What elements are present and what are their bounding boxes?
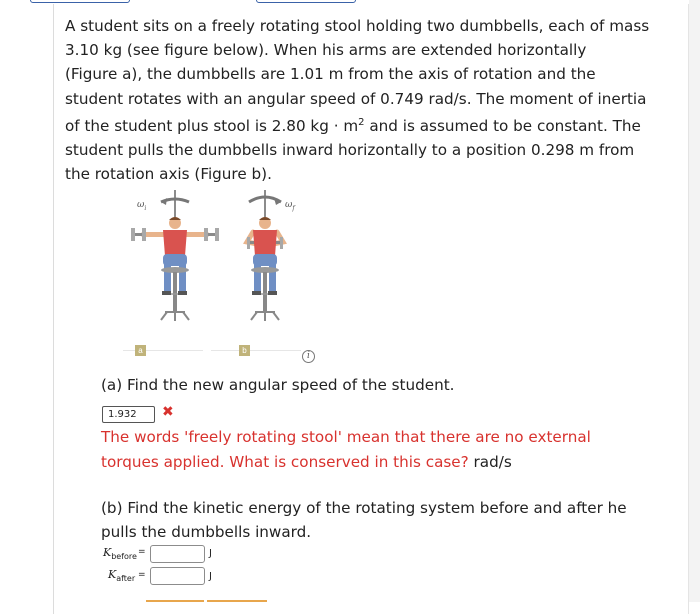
part-b-question-line-2: pulls the dumbbells inward. <box>101 523 312 542</box>
figure-b-tag: b <box>239 345 250 356</box>
k-before-unit: J <box>209 548 212 559</box>
part-a-unit: rad/s <box>473 452 512 471</box>
shirt-a <box>163 230 187 256</box>
top-tab-right[interactable] <box>256 0 356 3</box>
student-figure-b <box>247 190 283 321</box>
k-after-equals: = <box>138 570 146 580</box>
part-a-answer-field[interactable]: 1.932 <box>102 406 155 423</box>
problem-statement <box>65 14 680 186</box>
figure-dumbbells <box>123 188 323 363</box>
k-after-input[interactable] <box>150 567 205 585</box>
feedback-line-2 <box>101 450 661 475</box>
problem-line-3: (Figure a), the dumbbells are 1.01 m from the axis of rotation and the <box>65 65 596 84</box>
problem-line-1: A student sits on a freely rotating stool holding two dumbbells, each of mass <box>65 17 650 35</box>
part-b-question <box>101 496 661 544</box>
problem-line-6: student pulls the dumbbells inward horizontally to a position 0.298 m from <box>65 141 635 160</box>
figure-a-tag: a <box>135 345 146 356</box>
incorrect-x-icon: ✖ <box>162 404 174 420</box>
feedback-line-1: The words 'freely rotating stool' mean that there are no external <box>101 428 591 446</box>
superscript-2: 2 <box>358 116 365 128</box>
part-a-feedback <box>101 425 661 474</box>
feedback-line-2-text: torques applied. What is conserved in this case? <box>101 452 469 471</box>
problem-line-2: 3.10 kg (see figure below). When his arms are extended horizontally <box>65 41 587 60</box>
omega-f-label: $\omega_f$ <box>285 200 295 212</box>
top-tab-left[interactable] <box>30 0 130 3</box>
k-before-equals: = <box>138 547 146 557</box>
problem-line-5-start: of the student plus stool is 2.80 kg · m <box>65 116 359 135</box>
problem-line-4: student rotates with an angular speed of 0.749 rad/s. The moment of inertia <box>65 89 647 108</box>
problem-line-5 <box>65 114 680 138</box>
k-before-label: $K_{before}$ <box>103 546 137 562</box>
problem-line-5-end: and is assumed to be constant. The <box>369 116 641 135</box>
info-icon[interactable]: i <box>302 350 315 363</box>
k-before-input[interactable] <box>150 545 205 563</box>
part-a-question: (a) Find the new angular speed of the student. <box>101 376 455 394</box>
k-after-label: $K_{after}$ <box>108 568 136 584</box>
k-after-unit: J <box>209 571 212 582</box>
part-b-question-line-1: (b) Find the kinetic energy of the rotating system before and after he <box>101 499 627 517</box>
scrollbar-track[interactable] <box>689 0 700 602</box>
figure-b-baseline <box>211 350 301 351</box>
problem-line-7: the rotation axis (Figure b). <box>65 165 272 184</box>
shirt-b <box>253 230 277 256</box>
omega-i-label: $\omega_i$ <box>137 200 147 212</box>
